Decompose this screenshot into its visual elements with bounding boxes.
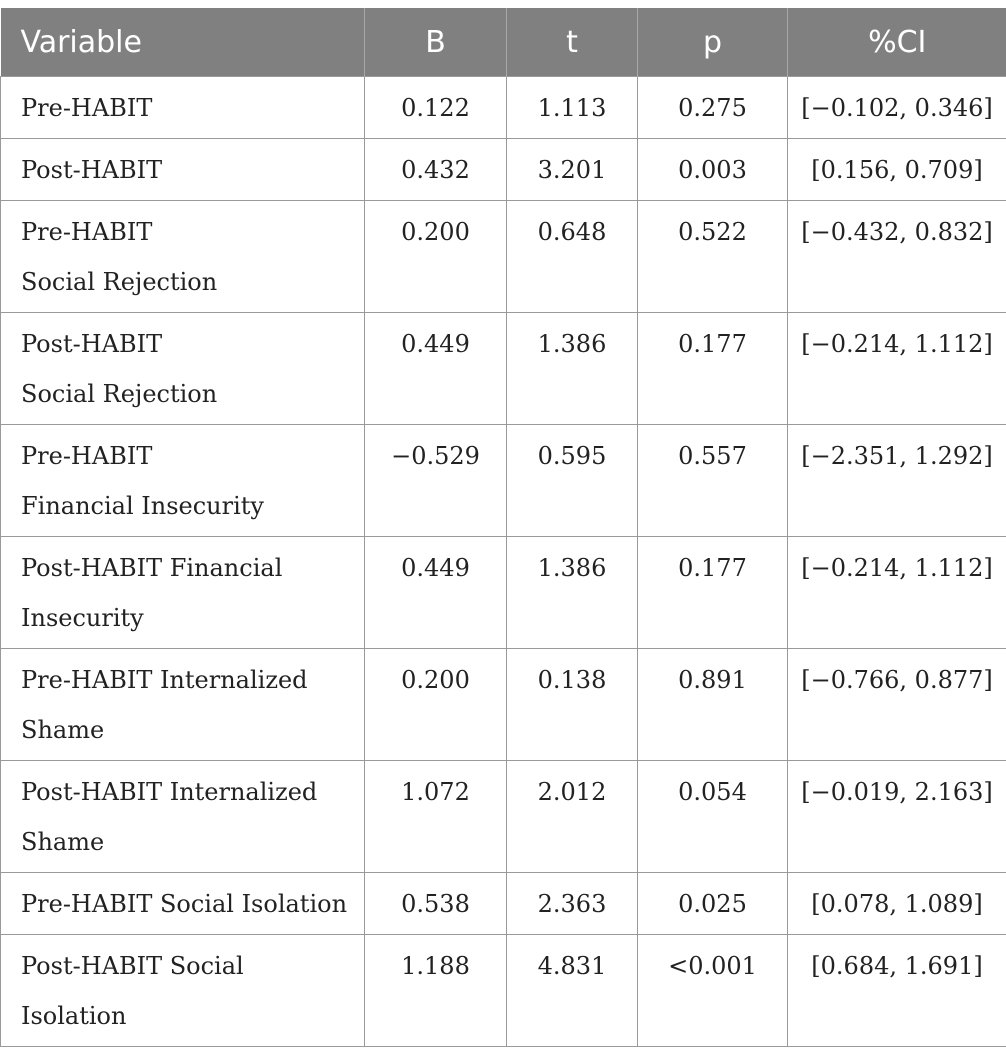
cell-b: 0.449 — [365, 313, 507, 425]
cell-p: 0.891 — [638, 649, 788, 761]
cell-t: 1.386 — [507, 313, 638, 425]
cell-p: 0.557 — [638, 425, 788, 537]
cell-p: 0.025 — [638, 873, 788, 935]
cell-t: 1.386 — [507, 537, 638, 649]
cell-ci: [−2.351, 1.292] — [788, 425, 1006, 537]
table-row — [1, 139, 1006, 201]
cell-p: 0.003 — [638, 139, 788, 201]
variable-line: Post-HABIT Internalized — [21, 778, 318, 806]
cell-variable — [1, 201, 365, 313]
cell-t: 4.831 — [507, 935, 638, 1047]
variable-line: Isolation — [21, 1002, 127, 1030]
table-row — [1, 649, 1006, 761]
header-variable: Variable — [1, 8, 365, 77]
cell-b: 0.432 — [365, 139, 507, 201]
variable-line: Post-HABIT Financial — [21, 554, 283, 582]
cell-t: 2.012 — [507, 761, 638, 873]
cell-t: 1.113 — [507, 77, 638, 139]
variable-line: Post-HABIT Social — [21, 952, 244, 980]
variable-line: Insecurity — [21, 604, 144, 632]
cell-variable — [1, 873, 365, 935]
cell-ci: [−0.214, 1.112] — [788, 537, 1006, 649]
cell-p: 0.177 — [638, 313, 788, 425]
table-row — [1, 425, 1006, 537]
cell-t: 0.138 — [507, 649, 638, 761]
regression-table-container — [0, 8, 1006, 1047]
variable-line: Social Rejection — [21, 268, 218, 296]
header-ci: %CI — [788, 8, 1006, 77]
cell-ci: [−0.102, 0.346] — [788, 77, 1006, 139]
table-row — [1, 873, 1006, 935]
cell-variable — [1, 313, 365, 425]
cell-b: 1.072 — [365, 761, 507, 873]
cell-ci: [0.684, 1.691] — [788, 935, 1006, 1047]
table-row — [1, 77, 1006, 139]
variable-line: Pre-HABIT — [21, 218, 153, 246]
cell-p: 0.054 — [638, 761, 788, 873]
regression-table — [0, 8, 1006, 1047]
variable-line: Pre-HABIT — [21, 442, 153, 470]
variable-line: Pre-HABIT — [21, 94, 153, 122]
cell-p: 0.177 — [638, 537, 788, 649]
variable-line: Shame — [21, 716, 105, 744]
cell-ci: [−0.432, 0.832] — [788, 201, 1006, 313]
cell-ci: [−0.214, 1.112] — [788, 313, 1006, 425]
variable-line: Post-HABIT — [21, 330, 163, 358]
table-row — [1, 761, 1006, 873]
cell-t: 2.363 — [507, 873, 638, 935]
cell-t: 0.648 — [507, 201, 638, 313]
cell-p: 0.275 — [638, 77, 788, 139]
variable-line: Pre-HABIT Internalized — [21, 666, 308, 694]
cell-p: 0.522 — [638, 201, 788, 313]
table-body — [1, 77, 1006, 1047]
cell-variable — [1, 537, 365, 649]
variable-line: Financial Insecurity — [21, 492, 264, 520]
cell-variable — [1, 649, 365, 761]
table-row — [1, 537, 1006, 649]
cell-ci: [−0.766, 0.877] — [788, 649, 1006, 761]
cell-b: 0.122 — [365, 77, 507, 139]
variable-line: Shame — [21, 828, 105, 856]
cell-variable — [1, 139, 365, 201]
cell-variable — [1, 425, 365, 537]
header-b: B — [365, 8, 507, 77]
table-row — [1, 313, 1006, 425]
header-t: t — [507, 8, 638, 77]
header-p: p — [638, 8, 788, 77]
cell-variable — [1, 77, 365, 139]
cell-t: 3.201 — [507, 139, 638, 201]
cell-ci: [−0.019, 2.163] — [788, 761, 1006, 873]
cell-b: 0.449 — [365, 537, 507, 649]
cell-t: 0.595 — [507, 425, 638, 537]
cell-b: 1.188 — [365, 935, 507, 1047]
cell-variable — [1, 935, 365, 1047]
cell-b: 0.200 — [365, 649, 507, 761]
cell-b: 0.200 — [365, 201, 507, 313]
cell-b: −0.529 — [365, 425, 507, 537]
cell-variable — [1, 761, 365, 873]
variable-line: Pre-HABIT Social Isolation — [21, 890, 348, 918]
table-row — [1, 935, 1006, 1047]
cell-p: <0.001 — [638, 935, 788, 1047]
cell-ci: [0.156, 0.709] — [788, 139, 1006, 201]
variable-line: Post-HABIT — [21, 156, 163, 184]
table-row — [1, 201, 1006, 313]
table-header — [1, 8, 1006, 77]
cell-b: 0.538 — [365, 873, 507, 935]
variable-line: Social Rejection — [21, 380, 218, 408]
cell-ci: [0.078, 1.089] — [788, 873, 1006, 935]
header-row — [1, 8, 1006, 77]
